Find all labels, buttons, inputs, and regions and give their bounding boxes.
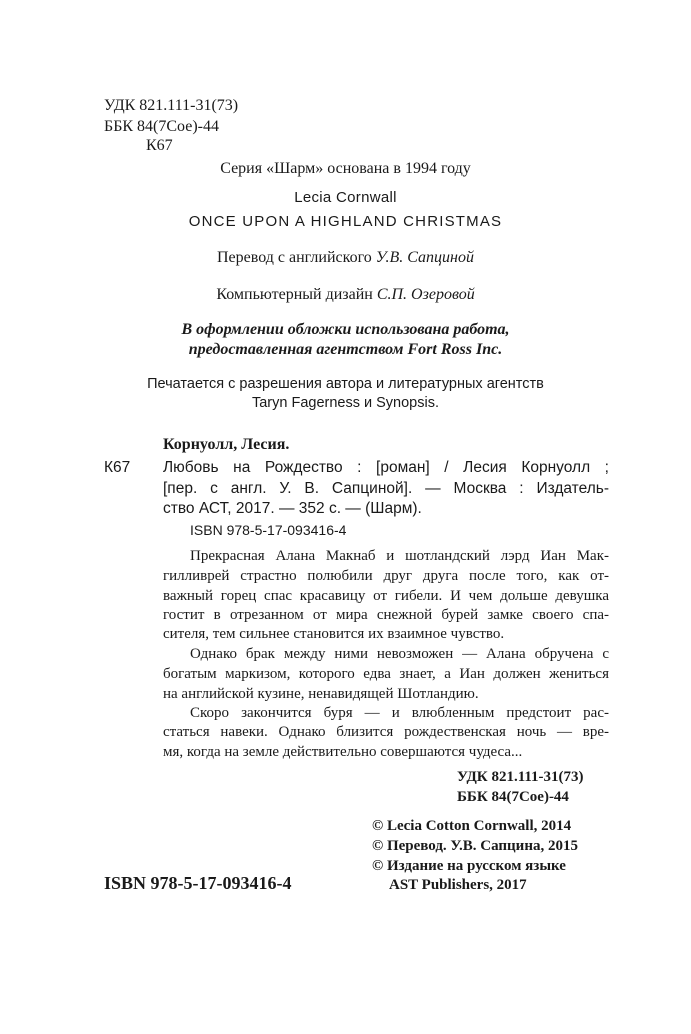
- designer-name: С.П. Озеровой: [376, 286, 475, 303]
- catalog-entry-line-1: Любовь на Рождество : [роман] / Лесия Корнуолл ;: [163, 459, 609, 476]
- permission-line-2: Taryn Fagerness и Synopsis.: [251, 395, 439, 411]
- catalog-entry-line-2: [пер. с англ. У. В. Сапциной]. — Москва : Издатель-: [163, 480, 609, 497]
- annotation-line-8: на английской кузине, ненавидящей Шотландию.: [163, 686, 479, 702]
- design-credit: [0, 285, 691, 305]
- annotation-line-4: гостит в отрезанном от мира снежной бурей замке своего спа-: [163, 607, 609, 623]
- annotation-line-1: Прекрасная Алана Макнаб и шотландский лэрд Иан Мак-: [190, 548, 609, 564]
- original-title: ONCE UPON A HIGHLAND CHRISTMAS: [188, 213, 503, 230]
- copyright-line-1: © Lecia Cotton Cornwall, 2014: [372, 818, 572, 834]
- classification-udk: УДК 821.111-31(73): [457, 769, 584, 785]
- catalog-isbn: ISBN 978-5-17-093416-4: [190, 522, 347, 538]
- annotation-line-2: гилливрей страстно полюбили друг друга после того, как от-: [163, 568, 609, 584]
- cover-note-line-1: В оформлении обложки использована работа,: [181, 321, 510, 338]
- translation-credit: [0, 248, 691, 268]
- annotation-line-3: важный горец спас красавицу от гибели. И чем дольше девушка: [163, 588, 609, 604]
- classification-bbk: ББК 84(7Сое)-44: [457, 789, 569, 805]
- header-author-mark: К67: [146, 137, 173, 154]
- copyright-line-4: AST Publishers, 2017: [389, 877, 527, 893]
- cover-note-line-2: предоставленная агентством Fort Ross Inc.: [188, 341, 503, 358]
- catalog-entry-line-3: ство АСТ, 2017. — 352 с. — (Шарм).: [163, 500, 422, 517]
- header-udk: УДК 821.111-31(73): [104, 97, 239, 114]
- catalog-author-heading: Корнуолл, Лесия.: [163, 436, 290, 453]
- catalog-mark: К67: [104, 459, 131, 476]
- translator-name: У.В. Сапциной: [375, 249, 474, 266]
- annotation-line-10: статься навеки. Однако близится рождественская ночь — вре-: [163, 724, 609, 740]
- footer-isbn: ISBN 978-5-17-093416-4: [104, 873, 292, 893]
- annotation-line-11: мя, когда на земле действительно совершаются чудеса...: [163, 744, 523, 760]
- annotation-line-7: богатым маркизом, которого едва знает, а Иан должен жениться: [163, 666, 609, 682]
- annotation-line-6: Однако брак между ними невозможен — Алана обручена с: [190, 646, 609, 662]
- permission-line-1: Печатается с разрешения автора и литературных агентств: [147, 376, 544, 392]
- annotation-line-5: сителя, тем сильнее становится их взаимное чувство.: [163, 626, 505, 642]
- series-note: Серия «Шарм» основана в 1994 году: [220, 160, 471, 177]
- copyright-line-2: © Перевод. У.В. Сапцина, 2015: [372, 838, 578, 854]
- annotation-line-9: Скоро закончится буря — и влюбленным предстоит рас-: [190, 705, 609, 721]
- copyright-line-3: © Издание на русском языке: [372, 858, 566, 874]
- design-label: Компьютерный дизайн: [216, 286, 373, 303]
- translation-label: Перевод с английского: [217, 249, 372, 266]
- header-bbk: ББК 84(7Сое)-44: [104, 118, 219, 135]
- original-author: Lecia Cornwall: [294, 189, 397, 206]
